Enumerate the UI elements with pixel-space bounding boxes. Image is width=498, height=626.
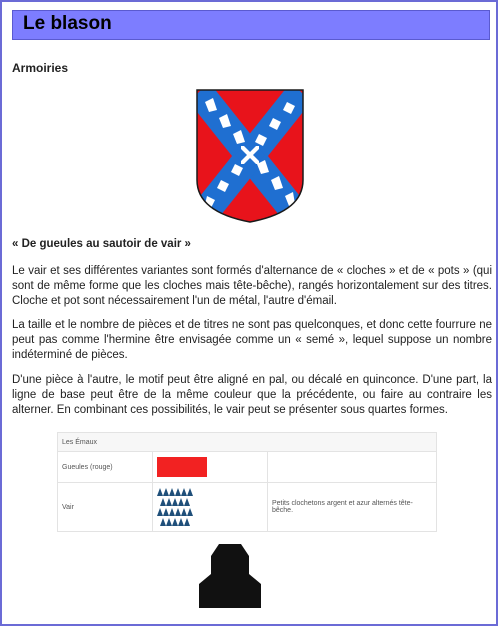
emaux-table [57,432,437,532]
gules-swatch [157,457,207,477]
tincture-name: Gueules [62,463,89,471]
title-bar [12,10,490,40]
tincture-swatch-cell [153,452,268,483]
emaux-scan [57,432,437,607]
table-row [58,433,437,452]
tincture-name: Vair [62,503,74,511]
tincture-note: (rouge) [90,463,113,471]
tincture-description [268,452,437,483]
blazon-motto: « De gueules au sautoir de vair » [12,238,191,250]
paragraph-vair-alignment: D'une pièce à l'autre, le motif peut être aligné en pal, ou décalé en quinconce. D'une part, la ligne de base peut être de la même couleur que la précédente, ou faire au contraire les alterner. En combinant ces possibilités, le vair peut se présenter sous quartes formes. [12,374,492,416]
page-title: Le blason [23,13,112,34]
paragraph-vair-size: La taille et le nombre de pièces et de titres ne sont pas quelconques, et donc cette fourrure ne peut pas comme l'hermine être envisagée comme un « semé », lequel suppose un nombre indéterminé de pièces. [12,319,492,361]
tincture-name-cell [58,452,153,483]
paragraph-vair-definition: Le vair et ses différentes variantes sont formés d'alternance de « cloches » et de « pots » (qui sont de même forme que les cloches mais tête-bêche), rangés horizontalement sur des titres. Cloche et pot sont nécessairement l'un de métal, l'autre d'émail. [12,265,492,307]
tincture-description: Petits clochetons argent et azur alternés tête-bêche. [268,483,437,532]
tincture-swatch-cell [153,483,268,532]
table-row [58,452,437,483]
table-header: Les Émaux [58,433,437,452]
vair-swatch-icon [157,486,193,526]
stamp-silhouette-icon [197,544,263,608]
table-row [58,483,437,532]
section-title: Armoiries [12,61,69,75]
tincture-name-cell [58,483,153,532]
coat-of-arms-shield-icon [195,88,305,224]
